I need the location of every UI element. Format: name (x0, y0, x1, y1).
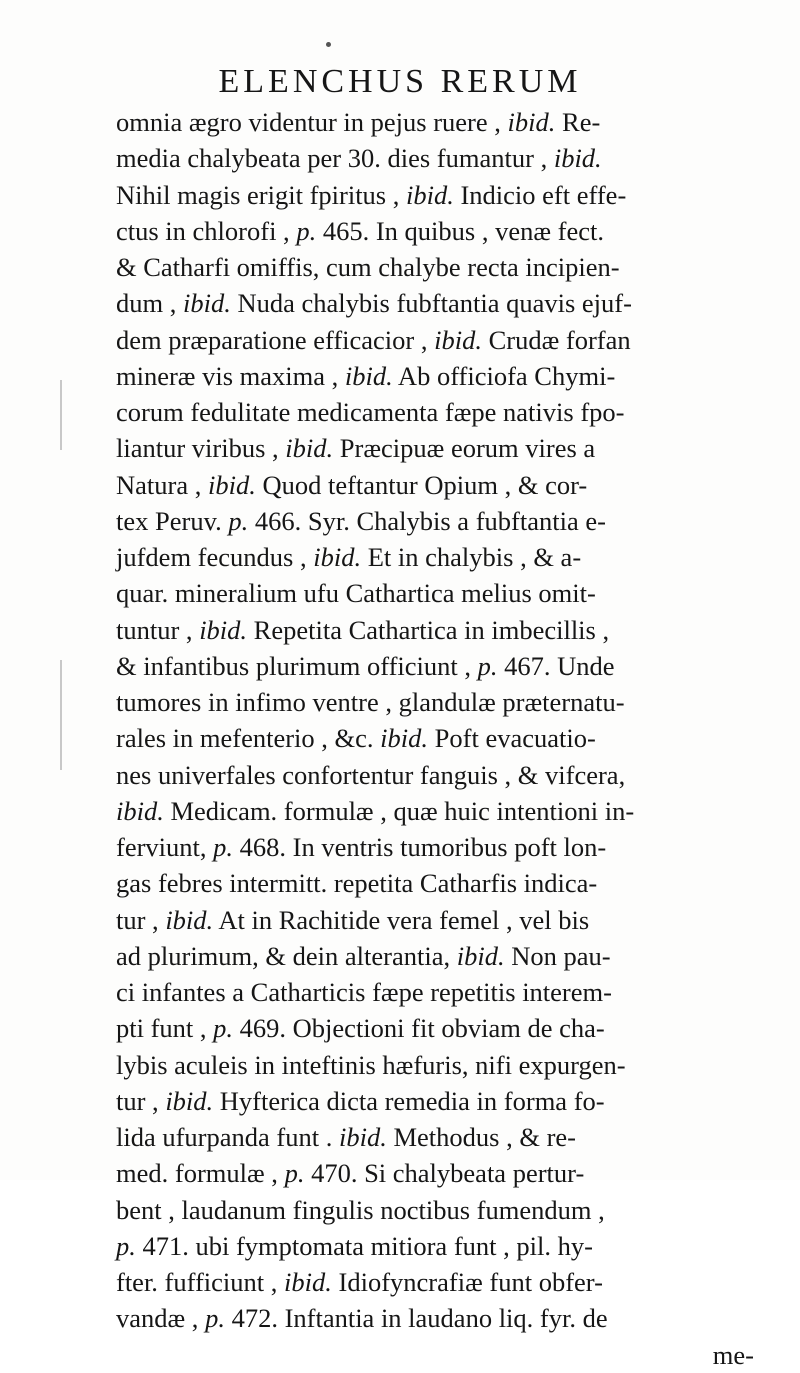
text-line: pti funt , p. 469. Objectioni fit obviam de cha- (116, 1013, 605, 1044)
index-text (116, 104, 776, 1373)
text-line: jufdem fecundus , ibid. Et in chalybis , & a- (116, 542, 582, 572)
margin-shadow (60, 660, 62, 770)
text-line: dem præparatione efficacior , ibid. Crudæ forfan (116, 324, 631, 355)
text-line: media chalybeata per 30. dies fumantur , ibid. (116, 143, 602, 174)
text-line: p. 471. ubi fymptomata mitiora funt , pil. hy- (116, 1230, 593, 1261)
text-line: ad plurimum, & dein alterantia, ibid. Non pau- (116, 940, 611, 971)
catchword: me- (712, 1339, 754, 1370)
text-line: quar. mineralium ufu Cathartica melius omit- (116, 578, 596, 609)
text-line: Nihil magis erigit fpiritus , ibid. Indicio eft effe- (116, 179, 627, 210)
text-line: fter. fufficiunt , ibid. Idiofyncrafiæ funt obfer- (116, 1267, 603, 1297)
text-line: lybis aculeis in inteftinis hæfuris, nifi expurgen- (116, 1049, 626, 1080)
text-line: tumores in infimo ventre , glandulæ præternatu- (116, 687, 625, 717)
ink-dot (326, 42, 331, 47)
margin-shadow (60, 380, 62, 450)
text-line: tur , ibid. Hyfterica dicta remedia in forma fo- (116, 1085, 605, 1116)
text-line: Natura , ibid. Quod teftantur Opium , & cor- (116, 469, 588, 500)
text-line: & Catharfi omiffis, cum chalybe recta incipien- (116, 252, 620, 282)
text-line: ctus in chlorofi , p. 465. In quibus , venæ fect. (116, 215, 604, 246)
text-line: tuntur , ibid. Repetita Cathartica in imbecillis , (116, 614, 610, 645)
text-line: ibid. Medicam. formulæ , quæ huic intentioni in- (116, 795, 635, 826)
text-line: tex Peruv. p. 466. Syr. Chalybis a fubftantia e- (116, 505, 606, 536)
text-line: gas febres intermitt. repetita Catharfis indica- (116, 868, 598, 899)
text-line: vandæ , p. 472. Inftantia in laudano liq. fyr. de (116, 1303, 608, 1334)
text-line: liantur viribus , ibid. Præcipuæ eorum vires a (116, 433, 596, 464)
text-line: lida ufurpanda funt . ibid. Methodus , & re- (116, 1122, 576, 1152)
text-line: tur , ibid. At in Rachitide vera femel , vel bis (116, 904, 590, 935)
text-line: bent , laudanum fingulis noctibus fumendum , (116, 1194, 605, 1225)
text-line: med. formulæ , p. 470. Si chalybeata pertur- (116, 1158, 585, 1189)
text-line: dum , ibid. Nuda chalybis fubftantia quavis ejuf- (116, 288, 632, 319)
text-line: ci infantes a Catharticis fæpe repetitis interem- (116, 977, 612, 1007)
text-line: mineræ vis maxima , ibid. Ab officiofa Chymi- (116, 360, 616, 391)
text-line: ferviunt, p. 468. In ventris tumoribus poft lon- (116, 832, 607, 862)
text-line: rales in mefenterio , &c. ibid. Poft evacuatio- (116, 723, 596, 754)
text-line: omnia ægro videntur in pejus ruere , ibid. Re- (116, 107, 601, 137)
running-head: ELENCHUS RERUM (218, 63, 582, 100)
text-line: corum fedulitate medicamenta fæpe nativis fpo- (116, 397, 625, 427)
text-line: nes univerfales confortentur fanguis , & vifcera, (116, 759, 626, 790)
text-line: & infantibus plurimum officiunt , p. 467. Unde (116, 650, 615, 681)
